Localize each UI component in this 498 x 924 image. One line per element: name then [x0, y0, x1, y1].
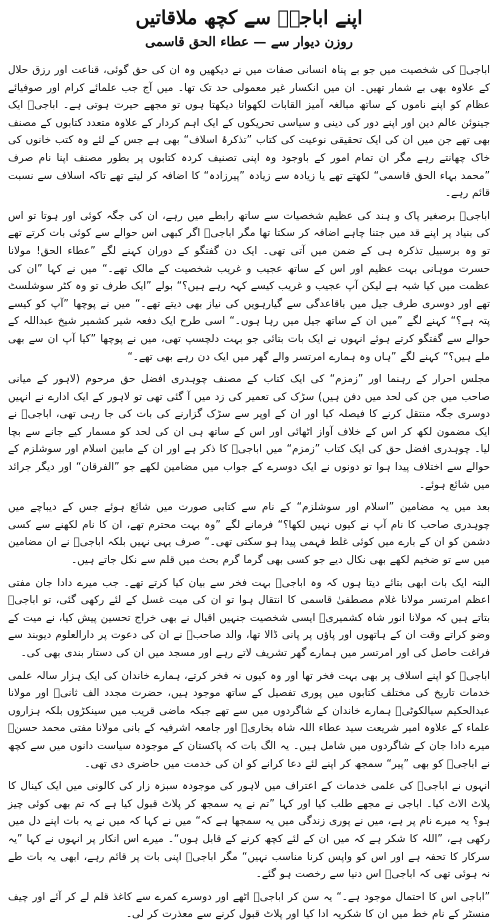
paragraph: البتہ ایک بات ابھی بتائے دیتا ہوں کہ وہ اباجیؒ بہت فخر سے بیان کیا کرتے تھے۔ جب میرے دادا جان مفتی اعظم امرتسر مولانا غلام مصطفیٰ قاسمی کا انتقال ہوا تو ان کی میت غسل کے لئے رکھی گئی، تو اباجیؒ بتاتے ہیں کہ مولانا انور شاہ کشمیریؒ ایسی شخصیت جنہیں اقبال نے بھی خراج تحسین پیش کیا، نے میت کے وضو کراتے وقت ان کے ہاتھوں اور پاؤں پر پانی ڈالا تھا، والد صاحبؒ نے ان کی دعوت پر دارالعلوم دیوبند سے فراغت حاصل کی اور امرتسر میں ہمارے گھر تشریف لاتے رہے اور مسجد میں ان کی دستار بندی بھی کی۔	[8, 576, 490, 659]
paragraph: ”اباجی اس کا احتمال موجود ہے۔“ یہ سن کر اباجیؒ اٹھے اور دوسرے کمرے سے کاغذ قلم لے کر آئے اور چیف منسٹر کے نام خط میں ان کا شکریہ ادا کیا اور پلاٹ قبول کرنے سے معذرت کر لی۔	[8, 890, 490, 921]
paragraph: بعد میں یہ مضامین ”اسلام اور سوشلزم“ کے نام سے کتابی صورت میں شائع ہوئے جس کے دیباچے میں چوہدری صاحب کا نام آپ نے کیوں نہیں لکھا؟“ فرمانے لگے ”وہ بہت محترم تھے، ان کا نام لکھنے سے کسی دشمن کو ان کے بارے میں کوئی غلط فہمی پیدا ہو سکتی تھی۔“ صرف یہی نہیں بلکہ اباجیؒ نے ان مضامین میں سے تو ضخیم لکھے بھی نکال دیے جو کسی بھی گرما گرم بحث میں قلم سے نکل جاتے ہیں۔	[8, 501, 490, 567]
paragraph: اباجیؒ برصغیر پاک و ہند کی عظیم شخصیات سے ساتھ رابطے میں رہے، ان کی جگہ کوئی اور ہوتا تو اس کی بنیاد پر اپنے قد میں جتنا چاہے اضافہ کر سکتا تھا مگر اباجیؒ اگر کبھی اس حوالے سے کوئی بات کرتے تھے تو وہ برسبیل تذکرہ ہی کے ضمن میں آتی تھی۔ ایک دن گفتگو کے دوران کہنے لگے ”عطاء الحق! مولانا حسرت موہانی بہت عظیم اور اس کے ساتھ عجیب و غریب شخصیت کے مالک تھے۔“ میں نے کہا ”ان کی عظمت میں کیا شبہ ہے لیکن آپ عجیب و غریب کیسے کہہ رہے ہیں؟“ بولے ”ایک طرف تو وہ کٹر سوشلسٹ تھے اور دوسری طرف جیل میں باقاعدگی سے گیارہویں کی نیاز بھی دیتے تھے۔“ میں نے پوچھا ”آپ کو کیسے پتہ ہے؟“ کہنے لگے ”میں ان کے ساتھ جیل میں رہا ہوں۔“ اسی طرح ایک دفعہ شیر کشمیر شیخ عبداللہ کے حوالے سے گفتگو کرتے ہوئے انہوں نے ایک بات بتائی جو بہت دلچسپ تھی، میں نے پوچھا ”کیا آپ ان سے بھی ملے ہیں؟“ کہنے لگے ”ہاں وہ ہمارے امرتسر والے گھر میں ایک دن رہے بھی تھے۔“	[8, 209, 490, 363]
column-title: اپنے اباجیؒ سے کچھ ملاقاتیں	[135, 7, 363, 29]
paragraph: انہوں نے اباجیؒ کی علمی خدمات کے اعتراف میں لاہور کی موجودہ سبزہ زار کی کالونی میں ایک کینال کا پلاٹ الاٹ کیا۔ اباجی نے مجھے طلب کیا اور کہا ”تم نے یہ سمجھ کر پلاٹ قبول کیا ہے کہ تم بھی کوئی چیز ہو؟ یہ میرے نام پر ہے، میں نے پوری زندگی میں یہ سمجھا ہے کہ“ میں نے کہا کہ میں نے یہ بات اپنے دل میں رکھی ہے، ”اللہ کا شکر ہے کہ میں ان کے لئے کچھ کرنے کے قابل ہوں“۔ میرے اس انکار پر انہوں نے کہا ”یہ سرکار کا تحفہ ہے اور اس کو واپس کرنا مناسب نہیں“ مگر اباجیؒ اپنی بات پر قائم رہے، ابھی یہ بات طے نہ ہوئی تھی کہ اباجیؒ اس دنیا سے رخصت ہو گئے۔	[8, 780, 490, 881]
paragraph: مجلس احرار کے رہنما اور ”زمزم“ کی ایک کتاب کے مصنف چوہدری افضل حق مرحوم (لاہور کے میانی صاحب میں جن کی لحد میں دفن ہیں) سڑک کی تعمیر کی زد میں آ گئی تھی تو لاہور کے ایک ادارے نے انہیں دوسری جگہ منتقل کرنے کا فیصلہ کیا اور ان کے اوپر سے سڑک گزارنے کی بات کی جا رہی تھی، اباجیؒ نے ایک مضمون لکھ کر اس کے خلاف آواز اٹھائی اور اس کے ساتھ ہی ان کی لحد کو مسمار کیے جانے سے بچا لیا۔ چوہدری افضل حق کی ایک کتاب ”زمزم“ میں اباجیؒ کا ذکر ہے اور ان کے مابین اسلام اور سوشلزم کے حوالے سے اختلاف پیدا ہوا تو دونوں نے ایک دوسرے کے جواب میں مضامین لکھے جو ”الفرقان“ اور دیگر جرائد میں شائع ہوئے۔	[8, 373, 490, 491]
column-byline: روزن دیوار سے — عطاء الحق قاسمی	[145, 35, 353, 50]
paragraph: اباجیؒ کو اپنے اسلاف پر بھی بہت فخر تھا اور وہ کیوں نہ فخر کرتے، ہمارے خاندان کی ایک ہزار سالہ علمی خدمات تاریخ کی مختلف کتابوں میں پوری تفصیل کے ساتھ موجود ہیں، حضرت مجدد الف ثانیؒ اور مولانا عبدالحکیم سیالکوٹیؒ ہمارے خاندان کے شاگردوں میں سے تھے جبکہ ماضی قریب میں سینکڑوں بلکہ ہزاروں علماء کے علاوہ امیر شریعت سید عطاء اللہ شاہ بخاریؒ اور جامعہ اشرفیہ کے بانی مولانا مفتی محمد حسنؒ میرے دادا جان کے شاگردوں میں شامل ہیں۔ یہ الگ بات کہ پاکستان کے موجودہ سیاست دانوں میں سے کچھ نے اباجیؒ کو بھی ”پیر“ سمجھ کر اپنے لئے دعا کرانے کو ان کی خدمت میں حاضری دی تھی۔	[8, 669, 490, 770]
column-body	[8, 62, 490, 924]
paragraph: اباجیؒ کی شخصیت میں جو بے پناہ انسانی صفات میں نے دیکھیں وہ ان کی حق گوئی، قناعت اور رزق حلال کے علاوہ بھی بے شمار تھیں۔ ان میں انکسار غیر معمولی حد تک تھا۔ میں آج جب علمائے کرام اور صوفیائے عظام کو اپنے ناموں کے ساتھ مبالغہ آمیز القابات لکھواتا دیکھتا ہوں تو مجھے حیرت ہوتی ہے۔ اباجیؒ ایک جینوئن عالم دین اور اپنے دور کی دینی و سیاسی تحریکوں کے ایک اہم کردار کے علاوہ متعدد کتابوں کے مصنف بھی تھے جن میں ان کی ایک تحقیقی نوعیت کی کتاب ”تذکرۂ اسلاف“ بھی ہے جس کے لئے وہ کتب خانوں کی خاک چھانتے رہے مگر ان تمام امور کے باوجود وہ اپنی تصنیف کردہ کتابوں پر بطور مصنف اپنا نام صرف ”محمد بہاء الحق قاسمی“ لکھتے تھے یا زیادہ سے زیادہ ”پیرزادہ“ کا اضافہ کر لیتے تھے تاکہ اسلاف سے نسبت قائم رہے۔	[8, 64, 490, 200]
